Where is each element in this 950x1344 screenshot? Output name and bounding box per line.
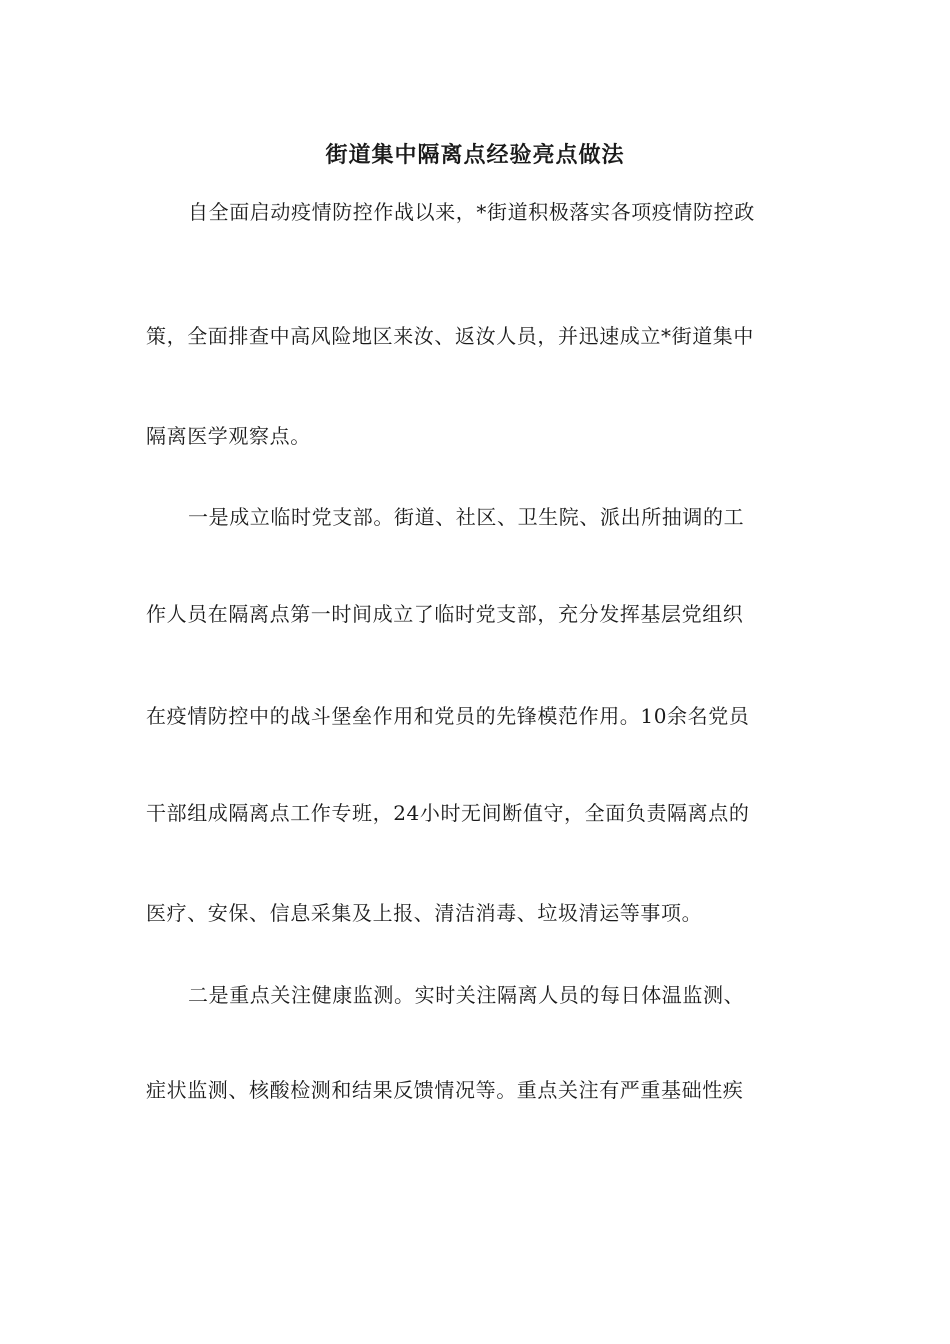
paragraph-1-line-3: 隔离医学观察点。	[146, 424, 311, 448]
paragraph-2-line-3: 在疫情防控中的战斗堡垒作用和党员的先锋模范作用。10余名党员	[146, 704, 750, 728]
document-title: 街道集中隔离点经验亮点做法	[325, 142, 625, 168]
paragraph-1-line-1: 自全面启动疫情防控作战以来，*街道积极落实各项疫情防控政	[188, 200, 755, 224]
paragraph-2-line-5: 医疗、安保、信息采集及上报、清洁消毒、垃圾清运等事项。	[146, 901, 703, 925]
paragraph-2-line-1: 一是成立临时党支部。街道、社区、卫生院、派出所抽调的工	[188, 505, 745, 529]
paragraph-1-line-2: 策，全面排查中高风险地区来汝、返汝人员，并迅速成立*街道集中	[146, 324, 754, 348]
paragraph-2-line-2: 作人员在隔离点第一时间成立了临时党支部，充分发挥基层党组织	[146, 602, 744, 626]
paragraph-2-line-4: 干部组成隔离点工作专班，24小时无间断值守，全面负责隔离点的	[146, 801, 750, 825]
paragraph-3-line-2: 症状监测、核酸检测和结果反馈情况等。重点关注有严重基础性疾	[146, 1078, 744, 1102]
paragraph-3-line-1: 二是重点关注健康监测。实时关注隔离人员的每日体温监测、	[188, 983, 745, 1007]
